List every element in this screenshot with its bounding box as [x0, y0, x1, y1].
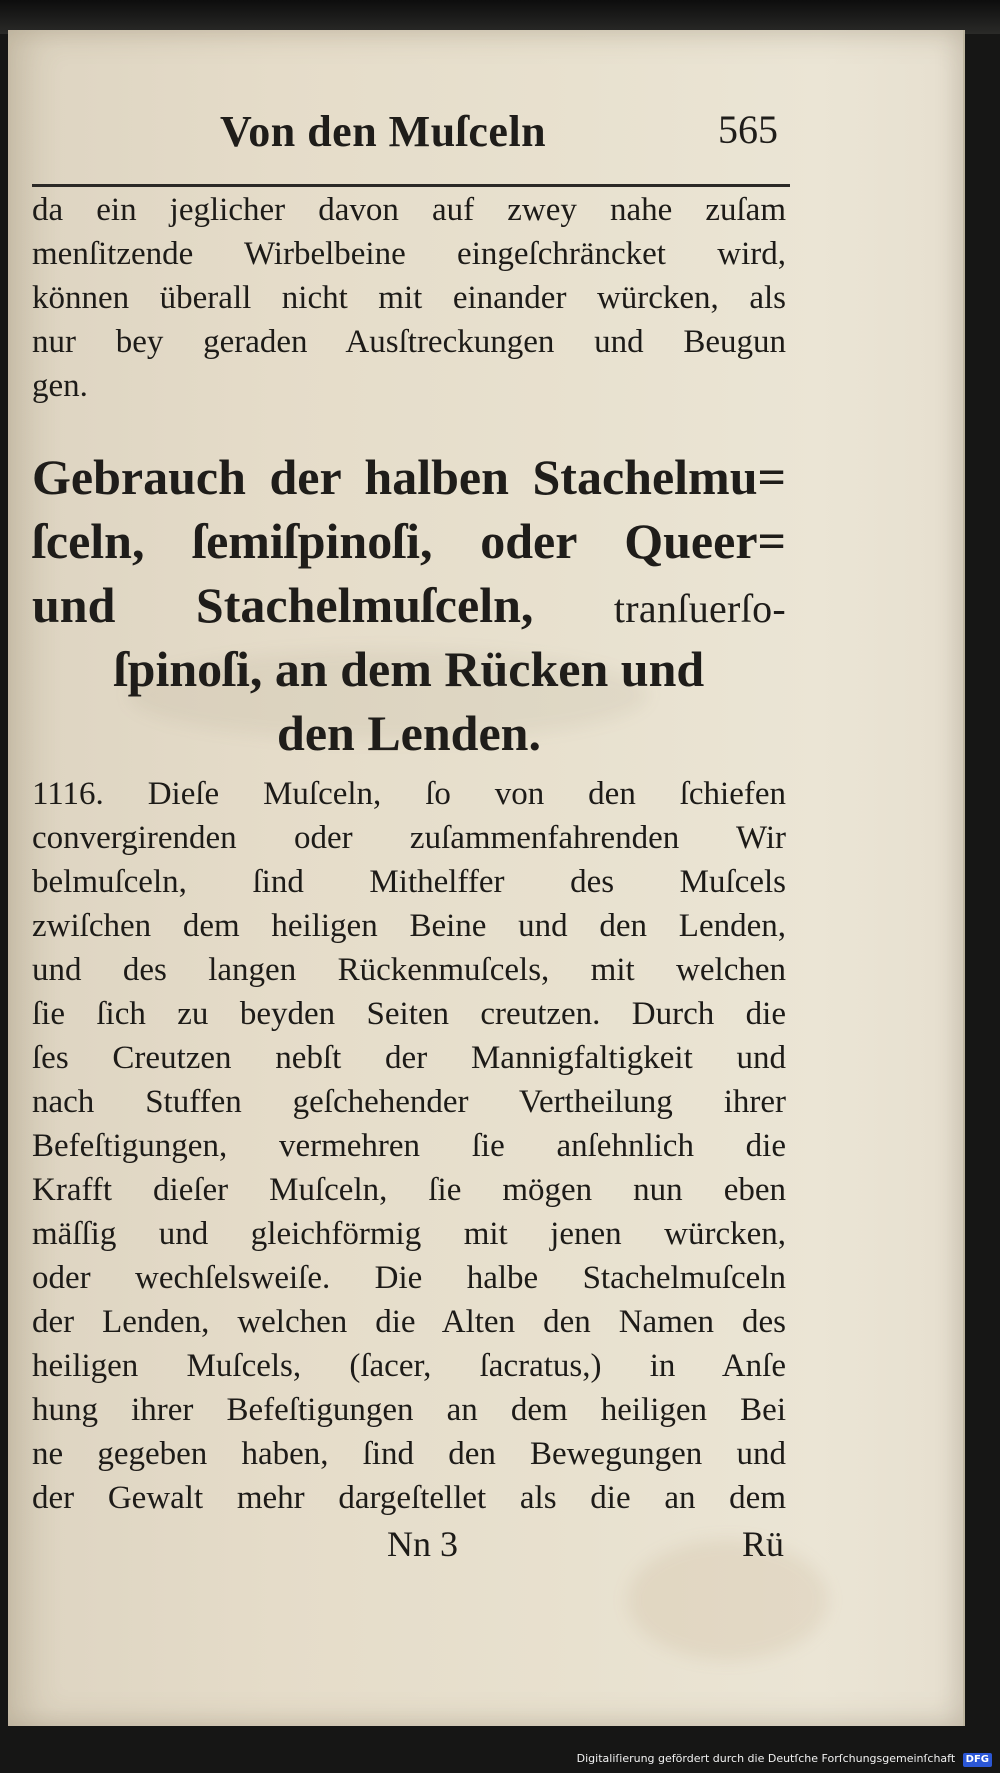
paragraph-1116: [32, 772, 786, 1520]
opening-text: [32, 188, 786, 408]
text-line: nach Stuffen geſchehender Vertheilung ihrer: [32, 1084, 786, 1120]
signature-mark: Nn 3: [387, 1524, 458, 1564]
running-head: [32, 92, 792, 184]
top-scanner-edge: [0, 0, 1000, 34]
text-line: Befeſtigungen, vermehren ſie anſehnlich die: [32, 1128, 786, 1164]
heading-line: [32, 445, 786, 509]
heading-line: [32, 637, 786, 701]
text-line: mäſſig und gleichförmig mit jenen würcken,: [32, 1216, 786, 1252]
heading-text: den Lenden.: [277, 705, 541, 761]
book-page: [8, 30, 965, 1726]
catchword: Rü: [741, 1524, 784, 1564]
page-number: 565: [718, 107, 778, 152]
text-line: ſes Creutzen nebſt der Mannigfaltigkeit und: [32, 1040, 786, 1076]
text-line: und des langen Rückenmuſcels, mit welchen: [32, 952, 786, 988]
text-line: ſie ſich zu beyden Seiten creutzen. Durch die: [32, 996, 786, 1032]
heading-line: [32, 509, 786, 573]
text-line: heiligen Muſcels, (ſacer, ſacratus,) in Anſe: [32, 1348, 786, 1384]
digitization-credit: [577, 1752, 992, 1767]
text-line: der Gewalt mehr dargeſtellet als die an dem: [32, 1480, 786, 1516]
heading-line: [32, 573, 786, 637]
text-line: gen.: [32, 368, 88, 404]
header-rule: [32, 184, 790, 187]
text-line: convergirenden oder zuſammenfahrenden Wir: [32, 820, 786, 856]
text-line: oder wechſelsweiſe. Die halbe Stachelmuſceln: [32, 1260, 786, 1296]
text-line: belmuſceln, ſind Mithelffer des Muſcels: [32, 864, 786, 900]
text-line: können überall nicht mit einander würcken, als: [32, 280, 786, 316]
heading-line: [32, 701, 786, 765]
text-line: menſitzende Wirbelbeine eingeſchräncket wird,: [32, 236, 786, 272]
text-line: der Lenden, welchen die Alten den Namen des: [32, 1304, 786, 1340]
text-line: 1116. Dieſe Muſceln, ſo von den ſchiefen: [32, 776, 786, 812]
text-line: da ein jeglicher davon auf zwey nahe zuſam: [32, 192, 786, 228]
text-line: zwiſchen dem heiligen Beine und den Lenden,: [32, 908, 786, 944]
heading-text: Gebrauch der halben Stachelmu=: [32, 449, 786, 505]
heading-text: und Stachelmuſceln,: [32, 577, 614, 633]
heading-text: ſpinoſi, an dem Rücken und: [113, 641, 705, 697]
text-line: hung ihrer Befeſtigungen an dem heiligen Bei: [32, 1392, 786, 1428]
page-title: Von den Muſceln: [220, 107, 547, 156]
heading-text: ſceln, ſemiſpinoſi, oder Queer=: [32, 513, 786, 569]
heading-latin-term: tranſuerſo-: [613, 586, 786, 631]
section-heading: [32, 445, 786, 765]
text-line: ne gegeben haben, ſind den Bewegungen und: [32, 1436, 786, 1472]
credit-text: Digitaliſierung gefördert durch die Deutſche Forſchungsgemeinſchaft: [576, 1752, 956, 1765]
text-line: nur bey geraden Ausſtreckungen und Beugun: [32, 324, 786, 360]
text-line: Krafft dieſer Muſceln, ſie mögen nun eben: [32, 1172, 786, 1208]
dfg-logo: DFG: [963, 1753, 992, 1767]
page-footer-marks: [32, 1523, 786, 1571]
